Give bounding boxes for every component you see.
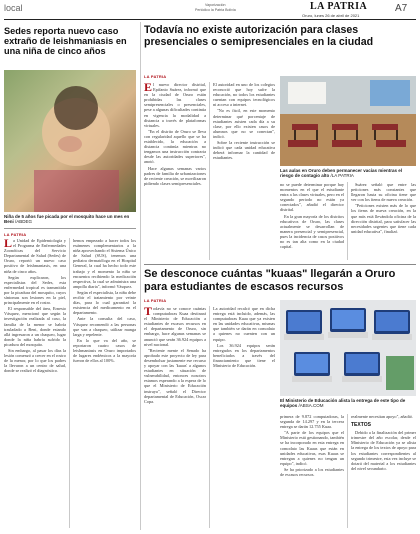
main-divider xyxy=(140,22,141,530)
left-caption-credit: /ABDEG xyxy=(15,219,33,225)
child-photo-icon xyxy=(4,70,136,212)
left-col2-p2: Según el especialista, la niña debe recibir el tratamiento por veinte días, para lo cual garantizó la existencia del medicamento en el departamento. xyxy=(73,289,136,316)
bottom-col-4 xyxy=(351,414,416,528)
left-col-1 xyxy=(4,238,66,528)
brand-sub: Periódico la Patria Bolivia xyxy=(195,8,236,12)
bottom-caption xyxy=(280,398,416,408)
top-col-1 xyxy=(144,82,206,260)
bottom-col-2 xyxy=(213,306,275,528)
issue-date: Oruro, lunes 26 de abril de 2021 xyxy=(302,13,360,18)
bottom-tag: LA PATRIA xyxy=(144,298,167,303)
top-title: Todavía no existe autorización para clases presenciales o semipresenciales en la ciudad xyxy=(144,24,374,48)
left-col2-p3: Ante la consulta del caso, Vásquez recomendó a las personas que van a chaqueo, utilizar manga larga y repelente. xyxy=(73,316,136,337)
top-col4-p1: Suárez señaló que entre las peticiones más constantes que llegaron hasta su oficina tiene que ver con los ítems de nueva creación. xyxy=(351,182,416,203)
drop-cap-t: T xyxy=(144,306,153,318)
bottom-col2-p2: Los 36.924 equipos serán entregados en los departamentos beneficiados a través del financiamiento que tiene el Ministerio de Educación. xyxy=(213,342,275,369)
bottom-col-3 xyxy=(280,414,344,528)
left-photo xyxy=(4,70,136,212)
left-tag: LA PATRIA xyxy=(4,232,27,237)
top-article xyxy=(144,22,416,262)
page-number: A7 xyxy=(395,3,408,14)
top-col-3 xyxy=(280,182,344,260)
bottom-caption-text: El Ministerio de Educación alista la entrega de este tipo de equipos xyxy=(280,398,406,409)
top-caption-text: Las aulas en Oruro deben permanecer vacías mientras el riesgo de contagio alto xyxy=(280,168,403,179)
textos-p1: Debido a la finalización del primer trimestre del año escolar, desde el Ministerio de Educación ya se alista la entrega de los textos de apoyo para los estudiantes correspondientes al segundo trimestre, esta vez incluye se dotará del material a los estudiantes del nivel secundario. xyxy=(351,430,416,471)
bottom-col-rule-1 xyxy=(209,306,210,528)
top-caption xyxy=(280,168,416,178)
left-caption xyxy=(4,214,136,224)
bottom-title: Se desconoce cuántas "kuaas" llegarán a Oruro para estudiantes de escasos recursos xyxy=(144,268,396,293)
brand-top: Vaporización xyxy=(205,3,226,7)
left-title: Sedes reporta nuevo caso extraño de leishmaniasis en una niña de cinco años xyxy=(4,26,127,56)
left-col1-p4: Sin embargo, al pasar los días la lesión comenzó a crecer en el rostro de la menor, por lo que los padres la llevaron a un centro de salud, donde se realizó el diagnóstico. xyxy=(4,347,66,374)
laptops-photo-icon xyxy=(280,300,416,396)
top-col1-p2: "En el distrito de Oruro se lleva con regularidad aquello que se ha establecido, la educación a distancia continúa mientras no tengamos una instrucción contraria desde las autoridades superiores", anotó. xyxy=(144,128,206,165)
left-col1-p2: Según explicaron, los especialistas del Sedes, esta enfermedad tropical es transmitida por la picadura del mosquito, cuyos síntomas son lesiones en la piel, principalmente en el rostro. xyxy=(4,274,66,306)
header-rule xyxy=(4,19,416,20)
top-col1-p3: Hace algunas semanas varios padres de familia de urbanizaciones de reciente creación, se movilizaron pidiendo clases semipresenciales. xyxy=(144,165,206,186)
left-col2-p4: En lo que va del año, se reportaron cuatro casos de leishmaniasis en Oruro importados de lugares endémicos a la mayoría fueron de ellos al 100%. xyxy=(73,337,136,364)
top-col2-p1: El autoridad en uno de los colegios reconoció que hoy sufre la educación, no todos los estudiantes cuentan con equipos tecnológicos ni acceso a internet. xyxy=(213,82,275,108)
bottom-col2-p1: La autoridad recalcó que en dicha entrega está incluido, además, las computadoras Kuaa que ya existen en las unidades educativas, mismas que también se darán en comodato a quienes no cuenten con un equipo. xyxy=(213,306,275,342)
drop-cap-e: E xyxy=(144,82,153,94)
top-col1-p1: l nuevo director distrital, Epifanio Suárez, informó que en la ciudad de Oruro están prohibidas las clases semipresenciales o presenciales, pese a algunas dificultades continúa en vigencia la modalidad a distancia a través de plataformas virtuales. xyxy=(144,82,206,128)
top-col-4 xyxy=(351,182,416,260)
bottom-caption-credit: /ABSA.COM xyxy=(298,403,324,409)
drop-cap-l: L xyxy=(4,238,13,250)
textos-heading: TEXTOS xyxy=(351,422,371,429)
left-caption-rule xyxy=(4,228,136,229)
bottom-col3-p1: primera de 9.872 computadoras, la segunda de 14.297 y en la tercera entrega se darán 12.755 Kuaa. xyxy=(280,414,344,430)
top-caption-credit: /LA PATRIA xyxy=(330,173,354,179)
bottom-col4-p1: realmente necesitan apoyo", añadió. xyxy=(351,414,414,419)
left-col1-p1: a Unidad de Epidemiología y el Programa de Enfermedades Zoonóticas del Servicio Departamental de Salud (Sedes) de Oruro, reportó un nuevo caso positivo de leishmaniasis, en una niña de cinco años. xyxy=(4,238,66,274)
top-tag: LA PATRIA xyxy=(144,74,167,79)
bottom-col-1 xyxy=(144,306,206,528)
top-col4-p2: "Peticiones existen más de lo que los ítems de nueva creación, en la que más está llevándola oficina de la dirección distrital, para satisfacer las necesidades urgentes que tiene cada unidad educativa", finalizó. xyxy=(351,203,416,234)
left-col1-p3: El responsable del área, Ernesto Vásquez, mencionó que según la investigación realizada al caso, la familia de la menor se habría trasladado a Beni, donde estando allá ingresaron a un chaqueo, lugar donde la niña habría sufrido la picadura del mosquito. xyxy=(4,306,66,347)
top-col-2 xyxy=(213,82,275,260)
left-col-2 xyxy=(73,238,136,528)
top-col2-p2: "No es fácil, en este momento determinar qué porcentaje de estudiantes asisten cada día a su clase, por ello existen casos de alumnos que no se conectan", indicó. xyxy=(213,108,275,139)
bottom-col3-p3: Se ha priorizado a los estudiantes de escasos recursos. xyxy=(280,466,344,478)
left-article xyxy=(4,22,136,530)
bottom-article xyxy=(144,266,416,530)
bottom-col-rule-3 xyxy=(347,414,348,528)
top-photo xyxy=(280,76,416,166)
bottom-photo xyxy=(280,300,416,396)
left-caption-text: Niña de 5 años fue picada por el mosquito hace un mes en Beni xyxy=(4,214,130,225)
top-col-rule-1 xyxy=(209,82,210,260)
top-col2-p3: Sobre la reciente instrucción se indicó que cada unidad educativa deberá informar la cantidad de estudiantes. xyxy=(213,140,275,161)
classroom-photo-icon xyxy=(280,76,416,166)
bottom-col1-p1: odavía no se conoce cuántas computadoras Kuaa destinará el Ministerio de Educación a estudiantes de escasos recursos en el departamento de Oruro, sin embargo, hace algunas semanas se anunció que serán 36.924 equipos a nivel nacional. xyxy=(144,306,206,347)
bottom-col3-p2: "A parte de los equipos que el Ministerio está gestionando, también se ha incorporado en esta entrega en comodato las Kuaas que están en unidades educativas, esas Kuaas se entregan a quienes no tengan un equipo", indicó. xyxy=(280,430,344,466)
section-label: local xyxy=(4,3,23,13)
left-col-rule xyxy=(69,238,70,528)
mid-rule xyxy=(144,264,416,265)
masthead: LA PATRIA xyxy=(310,1,368,12)
bottom-col1-p2: "Reciente mente el Senado ha aprobado este proyecto de ley para desembolsar justamente ese recurso y apoyar con las 'kuaas' a algunos estudiantes en situación de vulnerabilidad, entonces nosotros estamos esperando a la espera de lo que el Ministerio de Educación instruya", señaló el Director departamental de Educación, Oscar Copa. xyxy=(144,347,206,404)
top-col3-p1: no se puede determinar porque hay momentos en el que el estudiante entra a las clases virtuales, pero en el segundo periodo no están ya conectados", añadió el director distrital. xyxy=(280,182,344,213)
left-col2-p1: hemos empezado a hacer todos los exámenes complementarios a la niña aprovechando el Sistema Único de Salud (SUS), tenemos una pediatra dermatóloga en el Hospital General, la cual ha hecho todo este trabajo y el momento la niña se encuentra recibiendo la medicación respectiva, la cual se administra una ampolla diaria", informó Vásquez. xyxy=(73,238,136,289)
top-col3-p2: En la gran mayoría de los distritos educativos de Oruro, las clases actualmente se desarrollan de manera presencial y semipresencial, pues la incidencia de casos positivos no es tan alta como en la ciudad capital. xyxy=(280,213,344,250)
top-col-rule-3 xyxy=(347,182,348,260)
